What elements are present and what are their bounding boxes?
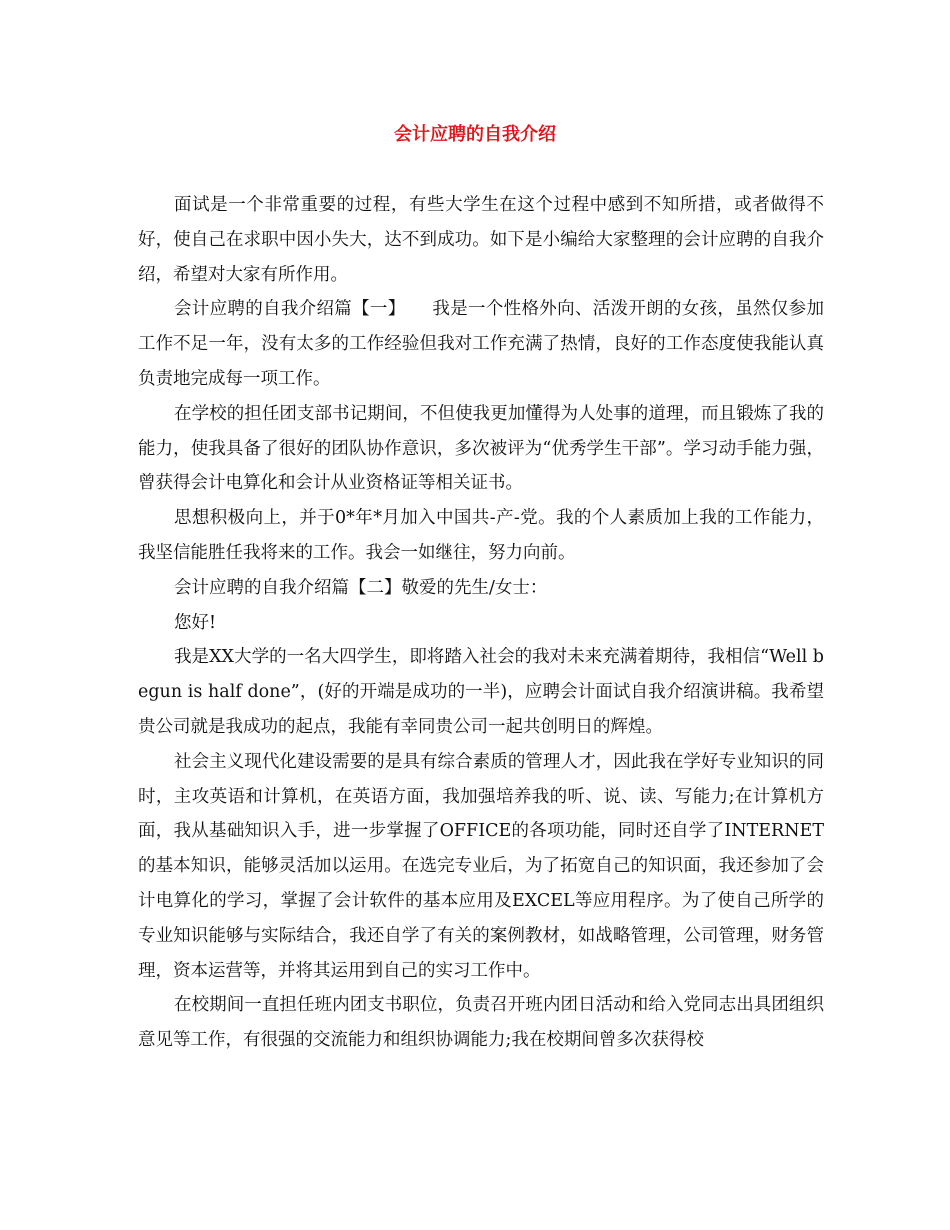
- paragraph-campus-activities: 在校期间一直担任班内团支书职位，负责召开班内团日活动和给入党同志出具团组织意见等工作，有很强的交流能力和组织协调能力;我在校期间曾多次获得校: [138, 995, 824, 1051]
- paragraph-introduction: 我是XX大学的一名大四学生，即将踏入社会的我对未来充满着期待，我相信“Well begun is half done”，(好的开端是成功的一半)，应聘会计面试自我介绍演讲稿。我希望贵公司就是我成功的起点，我能有幸同贵公司一起共创明日的辉煌。: [138, 647, 824, 737]
- paragraph-ideology: 思想积极向上，并于0*年*月加入中国共-产-党。我的个人素质加上我的工作能力，我坚信能胜任我将来的工作。我会一如继往，努力向前。: [138, 508, 824, 563]
- document-body: [138, 188, 824, 1058]
- paragraph-skills: 社会主义现代化建设需要的是具有综合素质的管理人才，因此我在学好专业知识的同时，主攻英语和计算机，在英语方面，我加强培养我的听、说、读、写能力;在计算机方面，我从基础知识入手，进一步掌握了OFFICE的各项功能，同时还自学了INTERNET的基本知识，能够灵活加以运用。在选完专业后，为了拓宽自己的知识面，我还参加了会计电算化的学习，掌握了会计软件的基本应用及EXCEL等应用程序。为了使自己所学的专业知识能够与实际结合，我还自学了有关的案例教材，如战略管理，公司管理，财务管理，资本运营等，并将其运用到自己的实习工作中。: [138, 751, 824, 981]
- paragraph-greeting: 您好!: [174, 612, 217, 633]
- paragraph-school-role: 在学校的担任团支部书记期间，不但使我更加懂得为人处事的道理，而且锻炼了我的能力，使我具备了很好的团队协作意识，多次被评为“优秀学生干部”。学习动手能力强，曾获得会计电算化和会计从业资格证等相关证书。: [138, 403, 824, 494]
- paragraph-section-two-heading: 会计应聘的自我介绍篇【二】敬爱的先生/女士：: [174, 577, 548, 598]
- paragraph-intro: 面试是一个非常重要的过程，有些大学生在这个过程中感到不知所措，或者做得不好，使自己在求职中因小失大，达不到成功。如下是小编给大家整理的会计应聘的自我介绍，希望对大家有所作用。: [138, 195, 824, 285]
- document-title: 会计应聘的自我介绍: [394, 124, 556, 145]
- paragraph-section-one: 会计应聘的自我介绍篇【一】 我是一个性格外向、活泼开朗的女孩，虽然仅参加工作不足一年，没有太多的工作经验但我对工作充满了热情，良好的工作态度使我能认真负责地完成每一项工作。: [138, 299, 824, 389]
